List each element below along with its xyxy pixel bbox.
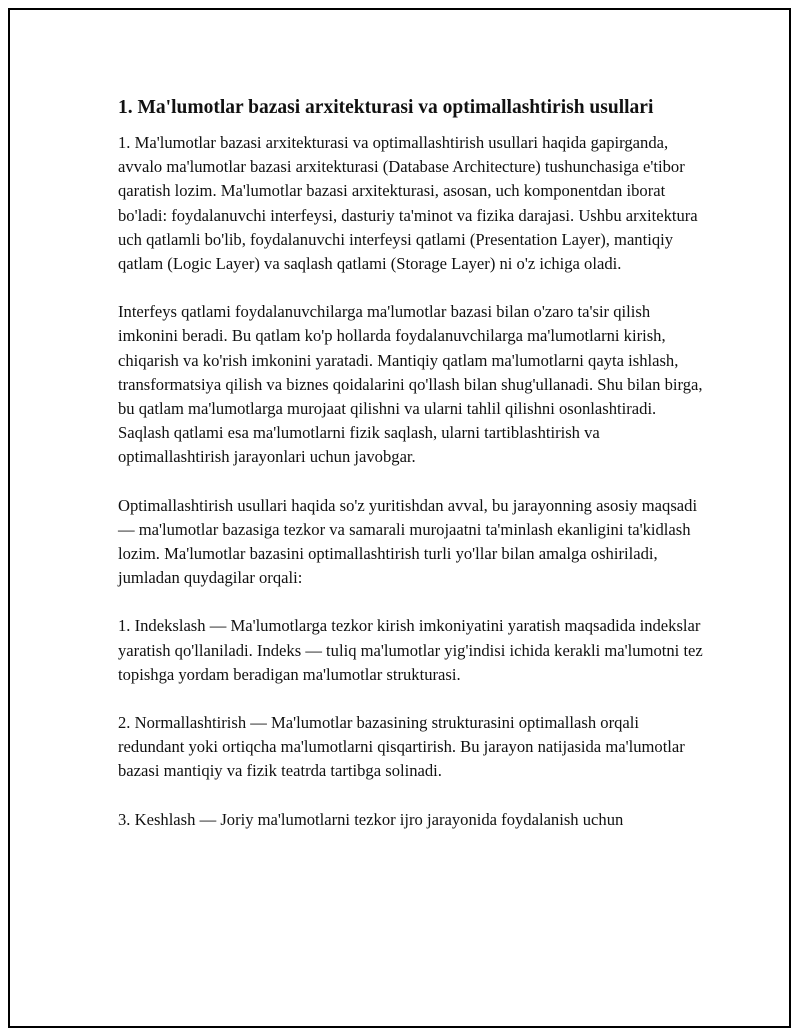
paragraph-optimization: Optimallashtirish usullari haqida so'z yuritishdan avval, bu jarayonning asosiy maqsadi — ma'lumotlar bazasiga tezkor va samarali murojaatni ta'minlash ekanligini ta'kidlash lozim. Ma'lumotlar bazasini optimallashtirish turli yo'llar bilan amalga oshiriladi, jumladan quydagilar orqali:	[118, 495, 698, 588]
paragraph-layers: Interfeys qatlami foydalanuvchilarga ma'lumotlar bazasi bilan o'zaro ta'sir qilish imkonini beradi. Bu qatlam ko'p hollarda foydalanuvchilarga ma'lumotlarni kirish, chiqarish va ko'rish imkonini yaratadi. Mantiqiy qatlam ma'lumotlarni qayta ishlash, transformatsiya qilish va biznes qoidalarini qo'llash bilan shug'ullanadi. Shu bilan birga, bu qatlam ma'lumotlarga murojaat qilishni va ularni tahlil qilishni osonlashtiradi. Saqlash qatlami esa ma'lumotlarni fizik saqlash, ularni tartiblashtirish va optimallashtirish jarayonlari uchun javobgar.	[118, 302, 703, 467]
document-body	[118, 94, 708, 856]
list-item-normalization: 2. Normallashtirish — Ma'lumotlar bazasining strukturasini optimallash orqali redundant yoki ortiqcha ma'lumotlarni qisqartirish. Bu jarayon natijasida ma'lumotlar bazasi mantiqiy va fizik teatrda tartibga solinadi.	[118, 713, 685, 781]
paragraph-intro: 1. Ma'lumotlar bazasi arxitekturasi va optimallashtirish usullari haqida gapirganda, avvalo ma'lumotlar bazasi arxitekturasi (Database Architecture) tushunchasiga e'tibor qaratish lozim. Ma'lumotlar bazasi arxitekturasi, asosan, uch komponentdan iborat bo'ladi: foydalanuvchi interfeysi, dasturiy ta'minot va fizika darajasi. Ushbu arxitektura uch qatlamli bo'lib, foydalanuvchi interfeysi qatlami (Presentation Layer), mantiqiy qatlam (Logic Layer) va saqlash qatlami (Storage Layer) ni o'z ichiga oladi.	[118, 133, 698, 274]
document-title: 1. Ma'lumotlar bazasi arxitekturasi va optimallashtirish usullari	[118, 97, 654, 118]
document-page	[8, 8, 791, 1028]
list-item-caching: 3. Keshlash — Joriy ma'lumotlarni tezkor ijro jarayonida foydalanish uchun	[118, 809, 624, 829]
list-item-indexing: 1. Indekslash — Ma'lumotlarga tezkor kirish imkoniyatini yaratish maqsadida indekslar yaratish qo'llaniladi. Indeks — tuliq ma'lumotlar yig'indisi ichida kerakli ma'lumotni tez topishga yordam beradigan ma'lumotlar strukturasi.	[118, 616, 703, 684]
